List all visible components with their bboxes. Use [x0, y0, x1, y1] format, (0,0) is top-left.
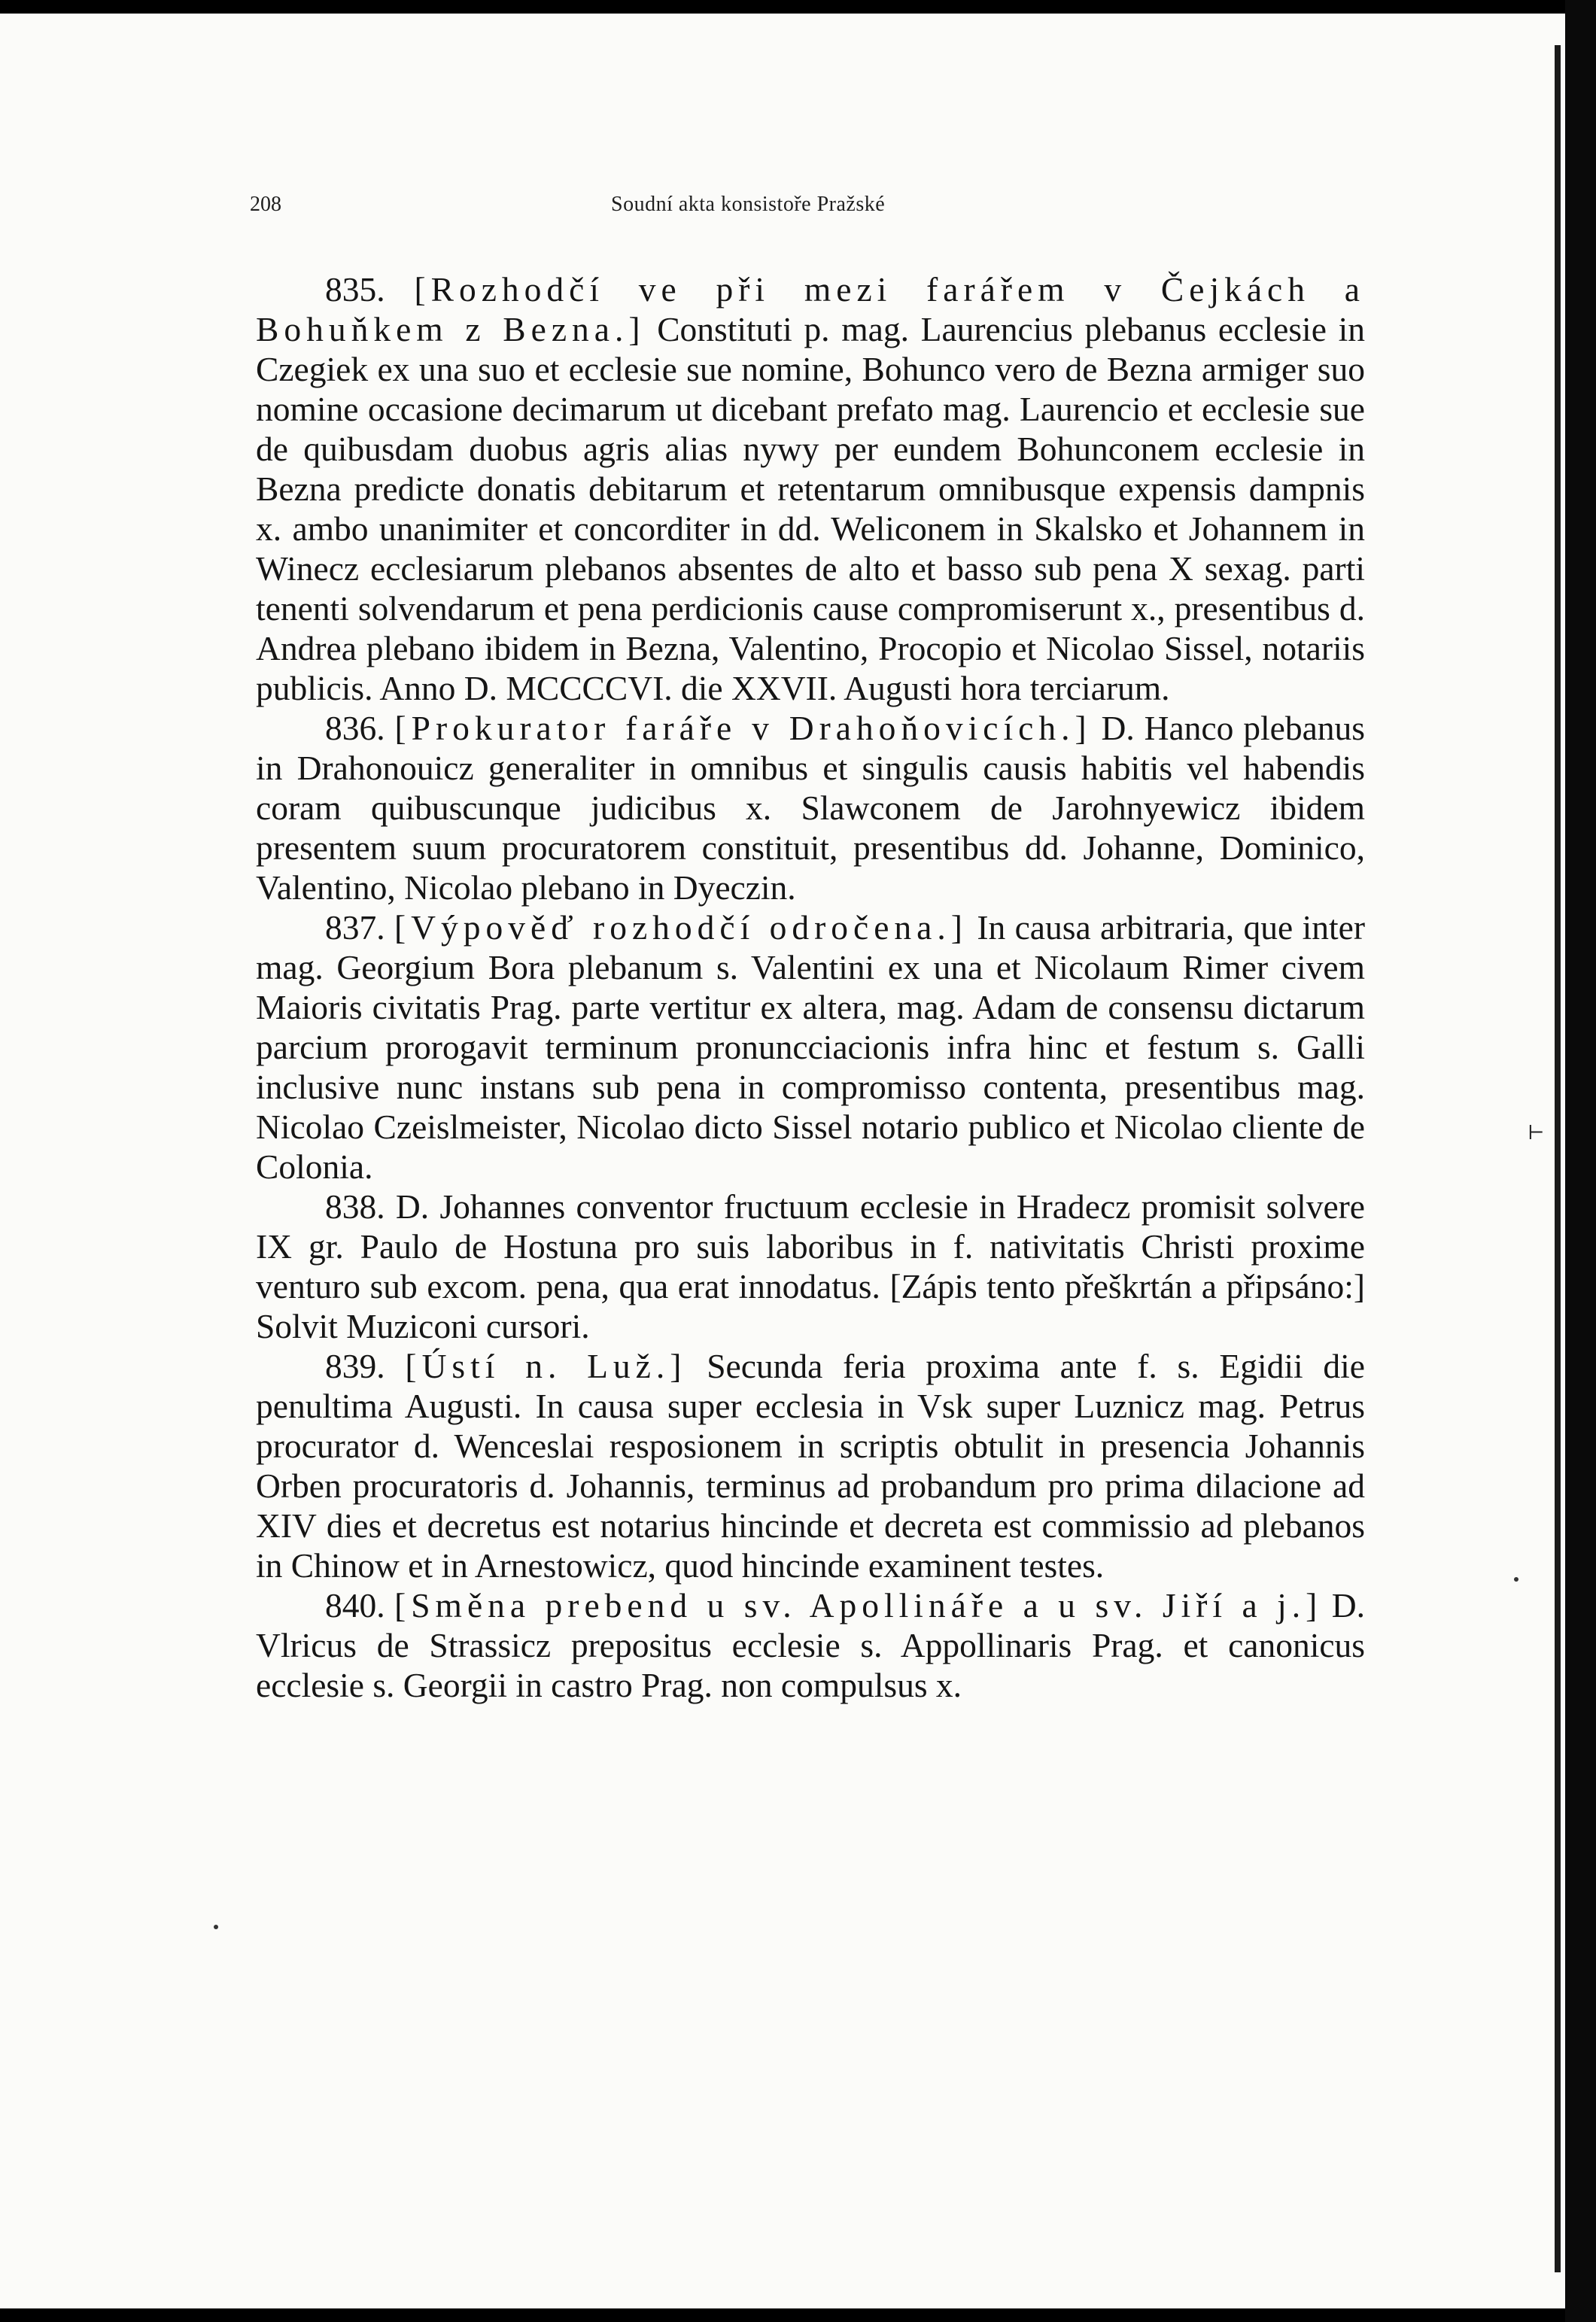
entry-839: [256, 1346, 1365, 1585]
entry-840: [256, 1585, 1365, 1705]
entry-title: [Prokurator faráře v Drahoňovicích.]: [394, 709, 1092, 747]
entry-number: 837.: [325, 908, 385, 947]
entry-837: [256, 907, 1365, 1187]
entry-title: [Výpověď rozhodčí odročena.]: [394, 908, 968, 947]
entry-text: Constituti p. mag. Laurencius plebanus ecclesie in Czegiek ex una suo et ecclesie sue nomine, Bohunco vero de Bezna armiger suo nomine occasione decimarum ut dicebant prefato mag. Laurencio et ecclesie sue de quibusdam duobus agris alias nywy per eundem Bohunconem ecclesie in Bezna predicte donatis debitarum et retentarum omnibusque expensis dampnis x. ambo unanimiter et concorditer in dd. Weliconem in Skalsko et Johannem in Winecz ecclesiarum plebanos absentes de alto et basso sub pena X sexag. parti tenenti solvendarum et pena perdicionis cause compromiserunt x., presentibus d. Andrea plebano ibidem in Bezna, Valentino, Procopio et Nicolao Sissel, notariis publicis. Anno D. MCCCCVI. die XXVII. Augusti hora terciarum.: [256, 310, 1365, 707]
entry-title: [Směna prebend u sv. Apollináře a u sv. Jiří a j.]: [394, 1586, 1323, 1624]
entry-number: 838.: [325, 1187, 385, 1226]
running-head: Soudní akta konsistoře Pražské: [611, 193, 886, 216]
entry-number: 836.: [325, 709, 385, 747]
page-number: 208: [250, 193, 281, 216]
entry-title: [Ústí n. Luž.]: [405, 1347, 687, 1385]
body-text: [256, 269, 1365, 1705]
scan-speck: [214, 1925, 218, 1929]
scan-speck: [1514, 1577, 1518, 1582]
page-header: [250, 193, 1363, 223]
scan-right-edge: [1565, 0, 1596, 2322]
entry-title: [Rozhodčí ve při mezi farářem v Čejkách a Bohuňkem z Bezna.]: [256, 270, 1365, 348]
page-edge-line: [1555, 45, 1561, 2272]
entry-text: In causa arbitraria, que inter mag. Georgium Bora plebanum s. Valentini ex una et Nicolaum Rimer civem Maioris civitatis Prag. parte vertitur ex altera, mag. Adam de consensu dictarum parcium prorogavit terminum pronuncciacionis infra hinc et festum s. Galli inclusive nunc instans sub pena in compromisso contenta, presentibus mag. Nicolao Czeislmeister, Nicolao dicto Sissel notario publico et Nicolao cliente de Colonia.: [256, 908, 1366, 1186]
entry-text: D. Hanco plebanus in Drahonouicz generaliter in omnibus et singulis causis habitis vel habendis coram quibuscunque judicibus x. Slawconem de Jarohnyewicz ibidem presentem suum procuratorem constituit, presentibus dd. Johanne, Dominico, Valentino, Nicolao plebano in Dyeczin.: [256, 709, 1366, 907]
entry-836: [256, 708, 1365, 907]
entry-number: 835.: [325, 270, 385, 308]
entry-835: [256, 269, 1365, 708]
entry-text: D. Johannes conventor fructuum ecclesie in Hradecz promisit solvere IX gr. Paulo de Hostuna pro suis laboribus in f. nativitatis Christi proxime venturo sub excom. pena, qua erat innodatus. [Zápis tento přeškrtán a připsáno:] Solvit Muziconi cursori.: [256, 1187, 1365, 1345]
entry-number: 839.: [325, 1347, 385, 1385]
entry-838: [256, 1187, 1365, 1346]
entry-number: 840.: [325, 1586, 385, 1624]
entry-text: D. Vlricus de Strassicz prepositus ecclesie s. Appollinaris Prag. et canonicus ecclesie s. Georgii in castro Prag. non compulsus x.: [256, 1586, 1365, 1704]
entry-text: Secunda feria proxima ante f. s. Egidii die penultima Augusti. In causa super ecclesia in Vsk super Luznicz mag. Petrus procurator d. Wenceslai resposionem in scriptis obtulit in presencia Johannis Orben procuratoris d. Johannis, terminus ad probandum pro prima dilacione ad XIV dies et decretus est notarius hincinde et decreta est commissio ad plebanos in Chinow et in Arnestowicz, quod hincinde examinent testes.: [256, 1347, 1366, 1585]
margin-mark: ⊢: [1528, 1122, 1545, 1144]
book-page: [0, 14, 1565, 2308]
